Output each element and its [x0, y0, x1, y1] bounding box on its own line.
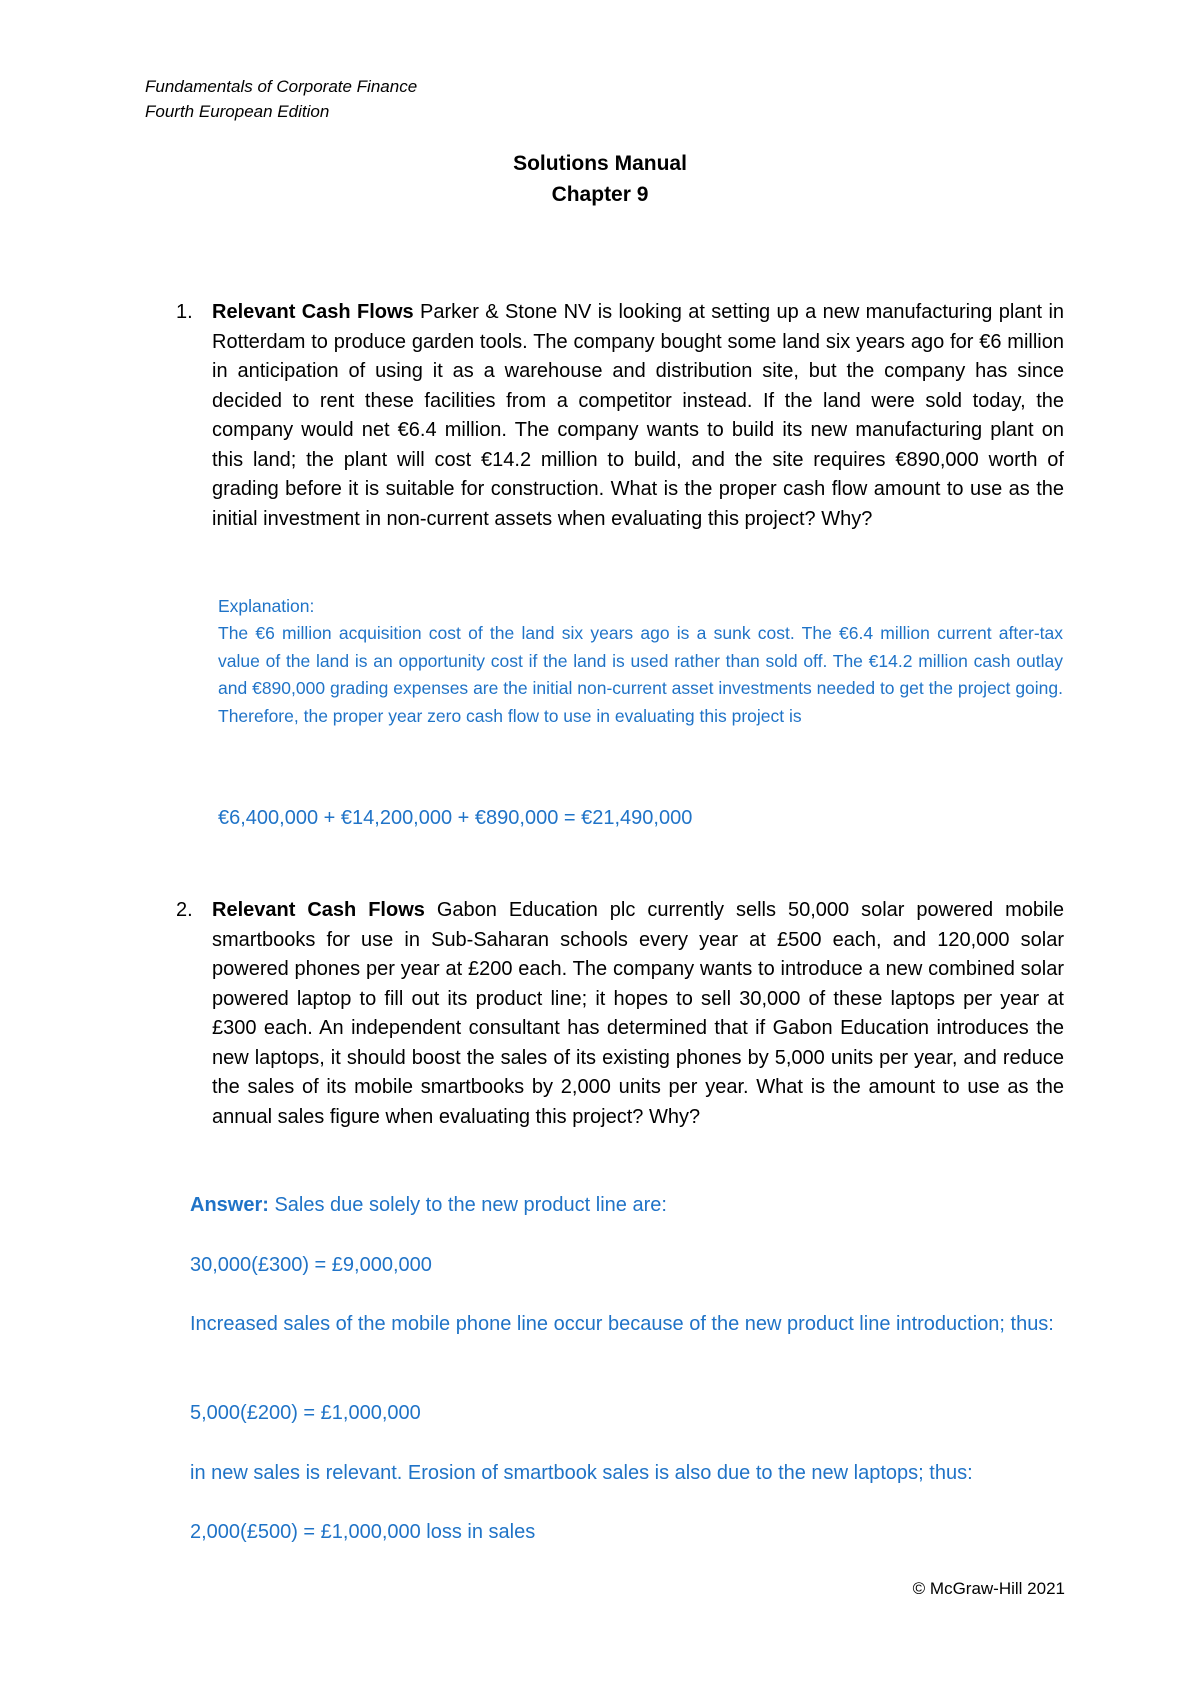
answer-paragraph-2: Increased sales of the mobile phone line occur because of the new product line introduction; thus:: [190, 1313, 1054, 1335]
question-number: 1.: [176, 301, 193, 323]
answer-intro-text: Sales due solely to the new product line are:: [268, 1194, 667, 1216]
answer-intro: [190, 1191, 667, 1220]
answer-paragraph-3: in new sales is relevant. Erosion of smartbook sales is also due to the new laptops; thus:: [190, 1462, 973, 1484]
running-header: [145, 74, 417, 124]
answer-equation-2: 5,000(£200) = £1,000,000: [190, 1402, 421, 1424]
explanation-text: The €6 million acquisition cost of the land six years ago is a sunk cost. The €6.4 million current after-tax value of the land is an opportunity cost if the land is used rather than sold off. The €14.2 million cash outlay and €890,000 grading expenses are the initial non-current asset investments needed to get the project going. Therefore, the proper year zero cash flow to use in evaluating this project is: [218, 623, 1063, 726]
question-number: 2.: [176, 899, 193, 921]
equation-1: €6,400,000 + €14,200,000 + €890,000 = €21,490,000: [218, 807, 693, 829]
page-title: Solutions Manual: [513, 152, 687, 175]
answer-equation-3: 2,000(£500) = £1,000,000 loss in sales: [190, 1521, 536, 1543]
book-edition: Fourth European Edition: [145, 102, 330, 121]
explanation-block: [218, 593, 1063, 730]
question-heading: Relevant Cash Flows: [212, 301, 414, 323]
book-title: Fundamentals of Corporate Finance: [145, 77, 418, 96]
question-2: [176, 896, 1065, 1132]
chapter-title: Chapter 9: [551, 183, 649, 206]
question-1: [176, 298, 1065, 534]
answer-equation-1: 30,000(£300) = £9,000,000: [190, 1254, 432, 1276]
question-heading: Relevant Cash Flows: [212, 899, 425, 921]
question-text: Parker & Stone NV is looking at setting up a new manufacturing plant in Rotterdam to produce garden tools. The company bought some land six years ago for €6 million in anticipation of using it as a warehouse and distribution site, but the company has since decided to rent these facilities from a competitor instead. If the land were sold today, the company would net €6.4 million. The company wants to build its new manufacturing plant on this land; the plant will cost €14.2 million to build, and the site requires €890,000 worth of grading before it is suitable for construction. What is the proper cash flow amount to use as the initial investment in non-current assets when evaluating this project? Why?: [212, 301, 1065, 530]
question-text: Gabon Education plc currently sells 50,000 solar powered mobile smartbooks for use in Sub-Saharan schools every year at £500 each, and 120,000 solar powered phones per year at £200 each. The company wants to introduce a new combined solar powered laptop to fill out its product line; it hopes to sell 30,000 of these laptops per year at £300 each. An independent consultant has determined that if Gabon Education introduces the new laptops, it should boost the sales of its existing phones by 5,000 units per year, and reduce the sales of its mobile smartbooks by 2,000 units per year. What is the amount to use as the annual sales figure when evaluating this project? Why?: [212, 899, 1065, 1128]
answer-label: Answer:: [190, 1194, 269, 1216]
explanation-label: Explanation:: [218, 596, 315, 616]
document-title: [0, 148, 1200, 210]
copyright-footer: © McGraw-Hill 2021: [912, 1579, 1065, 1598]
